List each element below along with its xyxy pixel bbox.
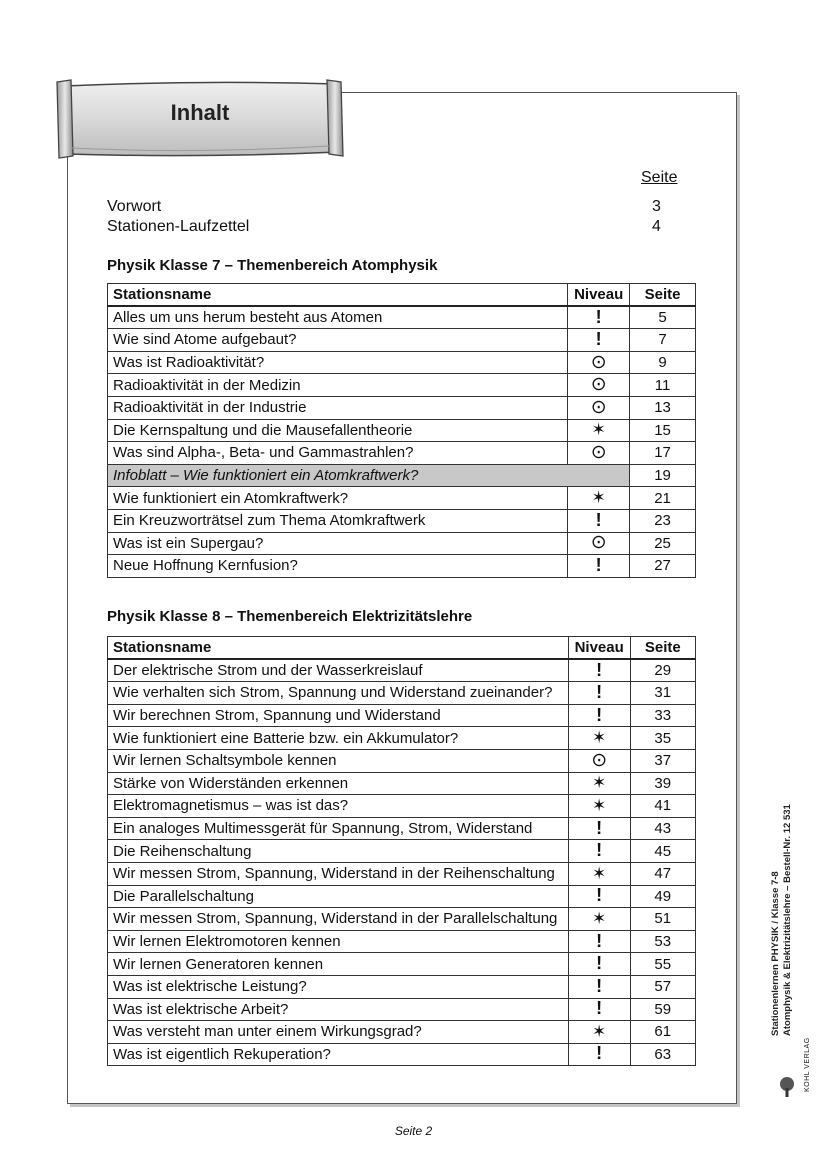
table-row[interactable] — [108, 953, 696, 976]
niveau-cell — [568, 998, 630, 1021]
star-icon: ✶ — [592, 795, 607, 815]
table-row[interactable] — [108, 885, 696, 908]
station-name: Der elektrische Strom und der Wasserkreislauf — [108, 659, 569, 682]
station-name: Was ist elektrische Leistung? — [108, 975, 569, 998]
station-name: Wie verhalten sich Strom, Spannung und Widerstand zueinander? — [108, 682, 569, 705]
page-number: 57 — [630, 975, 695, 998]
niveau-cell — [568, 509, 630, 532]
intro-page: 4 — [652, 218, 661, 235]
exclamation-icon: ! — [596, 975, 603, 996]
intro-row-vorwort[interactable] — [107, 198, 667, 216]
table-row[interactable] — [108, 795, 696, 818]
page-number: 55 — [630, 953, 695, 976]
star-icon: ✶ — [592, 728, 607, 748]
station-name: Neue Hoffnung Kernfusion? — [108, 555, 568, 578]
exclamation-icon: ! — [596, 885, 603, 906]
publisher-name: KOHL VERLAG — [804, 1037, 811, 1092]
circle-dot-icon: ⊙ — [590, 396, 607, 418]
niveau-cell — [568, 908, 630, 931]
station-name: Was versteht man unter einem Wirkungsgrad? — [108, 1021, 569, 1044]
page-number: 31 — [630, 682, 695, 705]
page-number: 37 — [630, 749, 695, 772]
star-icon: ✶ — [591, 420, 606, 440]
station-name: Was sind Alpha-, Beta- und Gammastrahlen? — [108, 442, 568, 465]
exclamation-icon: ! — [596, 1043, 603, 1064]
station-name: Was ist elektrische Arbeit? — [108, 998, 569, 1021]
station-name: Wir messen Strom, Spannung, Widerstand in der Reihenschaltung — [108, 862, 569, 885]
table-row[interactable] — [108, 862, 696, 885]
page-number: 11 — [630, 374, 696, 397]
niveau-cell — [568, 351, 630, 374]
circle-dot-icon: ⊙ — [590, 351, 607, 373]
column-header-stationsname: Stationsname — [108, 284, 568, 307]
niveau-cell — [568, 396, 630, 419]
page-number: 29 — [630, 659, 695, 682]
exclamation-icon: ! — [596, 681, 603, 702]
niveau-cell — [568, 817, 630, 840]
section-title-klasse-7: Physik Klasse 7 – Themenbereich Atomphysik — [107, 257, 438, 274]
station-name: Ein analoges Multimessgerät für Spannung, Strom, Widerstand — [108, 817, 569, 840]
station-name: Die Kernspaltung und die Mausefallentheorie — [108, 419, 568, 442]
table-row[interactable] — [108, 329, 696, 352]
niveau-cell — [568, 1021, 630, 1044]
table-row[interactable] — [108, 306, 696, 329]
niveau-cell — [568, 659, 630, 682]
table-header-row — [108, 637, 696, 660]
table-row[interactable] — [108, 1021, 696, 1044]
page-number: 43 — [630, 817, 695, 840]
star-icon: ✶ — [592, 863, 607, 883]
circle-dot-icon: ⊙ — [590, 374, 607, 396]
niveau-cell — [568, 1043, 630, 1066]
page-number: 23 — [630, 509, 696, 532]
title-scroll-banner — [55, 78, 345, 160]
station-name: Wir lernen Schaltsymbole kennen — [108, 749, 569, 772]
table-row[interactable] — [108, 727, 696, 750]
page-number: 33 — [630, 704, 695, 727]
station-name: Wir messen Strom, Spannung, Widerstand in der Parallelschaltung — [108, 908, 569, 931]
column-header-seite: Seite — [630, 284, 696, 307]
station-name: Stärke von Widerständen erkennen — [108, 772, 569, 795]
sidebar-line-1: Stationenlernen PHYSIK / Klasse 7-8 — [770, 871, 781, 1036]
table-row[interactable] — [108, 396, 696, 419]
table-row[interactable] — [108, 555, 696, 578]
table-row[interactable] — [108, 509, 696, 532]
station-name: Was ist Radioaktivität? — [108, 351, 568, 374]
exclamation-icon: ! — [595, 554, 602, 575]
table-row[interactable] — [108, 659, 696, 682]
page-number: 39 — [630, 772, 695, 795]
exclamation-icon: ! — [596, 704, 603, 725]
table-row[interactable] — [108, 419, 696, 442]
page-number: 53 — [630, 930, 695, 953]
page-number: 25 — [630, 532, 696, 555]
column-header-seite: Seite — [630, 637, 695, 660]
exclamation-icon: ! — [595, 509, 602, 530]
station-name: Wir lernen Elektromotoren kennen — [108, 930, 569, 953]
niveau-cell — [568, 419, 630, 442]
circle-dot-icon: ⊙ — [590, 441, 607, 463]
table-row[interactable] — [108, 908, 696, 931]
niveau-cell — [568, 795, 630, 818]
station-name: Radioaktivität in der Medizin — [108, 374, 568, 397]
niveau-cell — [568, 885, 630, 908]
page-number: 59 — [630, 998, 695, 1021]
circle-dot-icon: ⊙ — [591, 749, 608, 771]
page-footer: Seite 2 — [394, 1124, 433, 1138]
niveau-cell — [568, 487, 630, 510]
column-header-niveau: Niveau — [568, 637, 630, 660]
exclamation-icon: ! — [596, 817, 603, 838]
station-name: Die Parallelschaltung — [108, 885, 569, 908]
niveau-cell — [568, 532, 630, 555]
niveau-cell — [568, 306, 630, 329]
exclamation-icon: ! — [595, 306, 602, 327]
niveau-cell — [568, 772, 630, 795]
exclamation-icon: ! — [596, 840, 603, 861]
table-row[interactable] — [108, 840, 696, 863]
niveau-cell — [568, 682, 630, 705]
star-icon: ✶ — [592, 908, 607, 928]
table-row[interactable] — [108, 487, 696, 510]
section-title-klasse-8: Physik Klasse 8 – Themenbereich Elektrizitätslehre — [107, 608, 473, 625]
niveau-cell — [568, 374, 630, 397]
station-name: Wie funktioniert ein Atomkraftwerk? — [108, 487, 568, 510]
seite-column-label: Seite — [641, 169, 678, 186]
vertical-sidebar-info — [770, 760, 794, 1100]
table-row[interactable] — [108, 704, 696, 727]
niveau-cell — [568, 727, 630, 750]
page-number: 15 — [630, 419, 696, 442]
niveau-cell — [568, 442, 630, 465]
page-number: 19 — [630, 464, 696, 487]
station-name: Radioaktivität in der Industrie — [108, 396, 568, 419]
page-number: 61 — [630, 1021, 695, 1044]
page-number: 5 — [630, 306, 696, 329]
table-row[interactable] — [108, 772, 696, 795]
niveau-cell — [568, 930, 630, 953]
niveau-cell — [568, 704, 630, 727]
page-number: 9 — [630, 351, 696, 374]
table-row[interactable] — [108, 998, 696, 1021]
table-row[interactable] — [108, 749, 696, 772]
table-row[interactable] — [108, 351, 696, 374]
station-name: Was ist eigentlich Rekuperation? — [108, 1043, 569, 1066]
table-row[interactable] — [108, 817, 696, 840]
star-icon: ✶ — [592, 773, 607, 793]
niveau-cell — [568, 953, 630, 976]
intro-page: 3 — [652, 198, 661, 215]
table-row[interactable] — [108, 1043, 696, 1066]
table-row[interactable] — [108, 464, 696, 487]
niveau-cell — [568, 975, 630, 998]
table-row[interactable] — [108, 975, 696, 998]
exclamation-icon: ! — [596, 998, 603, 1019]
page-number: 35 — [630, 727, 695, 750]
table-row[interactable] — [108, 532, 696, 555]
table-row[interactable] — [108, 374, 696, 397]
page-number: 41 — [630, 795, 695, 818]
table-row[interactable] — [108, 442, 696, 465]
exclamation-icon: ! — [596, 659, 603, 680]
page-title: Inhalt — [170, 100, 230, 125]
page-number: 27 — [630, 555, 696, 578]
star-icon: ✶ — [592, 1021, 607, 1041]
exclamation-icon: ! — [596, 953, 603, 974]
intro-label: Stationen-Laufzettel — [107, 218, 250, 235]
exclamation-icon: ! — [596, 930, 603, 951]
page-number: 45 — [630, 840, 695, 863]
station-name: Infoblatt – Wie funktioniert ein Atomkraftwerk? — [108, 464, 568, 487]
column-header-niveau: Niveau — [568, 284, 630, 307]
station-name: Wie funktioniert eine Batterie bzw. ein Akkumulator? — [108, 727, 569, 750]
toc-table-klasse-7 — [107, 283, 696, 578]
page-number: 21 — [630, 487, 696, 510]
toc-table-klasse-8 — [107, 636, 696, 1066]
station-name: Elektromagnetismus – was ist das? — [108, 795, 569, 818]
station-name: Wir berechnen Strom, Spannung und Widerstand — [108, 704, 569, 727]
niveau-cell — [568, 862, 630, 885]
page-number: 17 — [630, 442, 696, 465]
circle-dot-icon: ⊙ — [590, 532, 607, 554]
sidebar-line-2: Atomphysik & Elektrizitätslehre – Bestell-Nr. 12 531 — [782, 804, 793, 1036]
exclamation-icon: ! — [595, 328, 602, 349]
table-row[interactable] — [108, 930, 696, 953]
station-name: Die Reihenschaltung — [108, 840, 569, 863]
station-name: Alles um uns herum besteht aus Atomen — [108, 306, 568, 329]
niveau-cell — [568, 464, 630, 487]
station-name: Was ist ein Supergau? — [108, 532, 568, 555]
niveau-cell — [568, 749, 630, 772]
intro-row-laufzettel[interactable] — [107, 218, 667, 236]
star-icon: ✶ — [591, 488, 606, 508]
station-name: Wir lernen Generatoren kennen — [108, 953, 569, 976]
page-number: 63 — [630, 1043, 695, 1066]
page-number: 13 — [630, 396, 696, 419]
niveau-cell — [568, 329, 630, 352]
page-number: 7 — [630, 329, 696, 352]
table-header-row — [108, 284, 696, 307]
station-name: Wie sind Atome aufgebaut? — [108, 329, 568, 352]
page-number: 51 — [630, 908, 695, 931]
column-header-stationsname: Stationsname — [108, 637, 569, 660]
station-name: Ein Kreuzworträtsel zum Thema Atomkraftwerk — [108, 509, 568, 532]
table-row[interactable] — [108, 682, 696, 705]
page-number: 49 — [630, 885, 695, 908]
niveau-cell — [568, 840, 630, 863]
niveau-cell — [568, 555, 630, 578]
intro-label: Vorwort — [107, 198, 162, 215]
page-number: 47 — [630, 862, 695, 885]
